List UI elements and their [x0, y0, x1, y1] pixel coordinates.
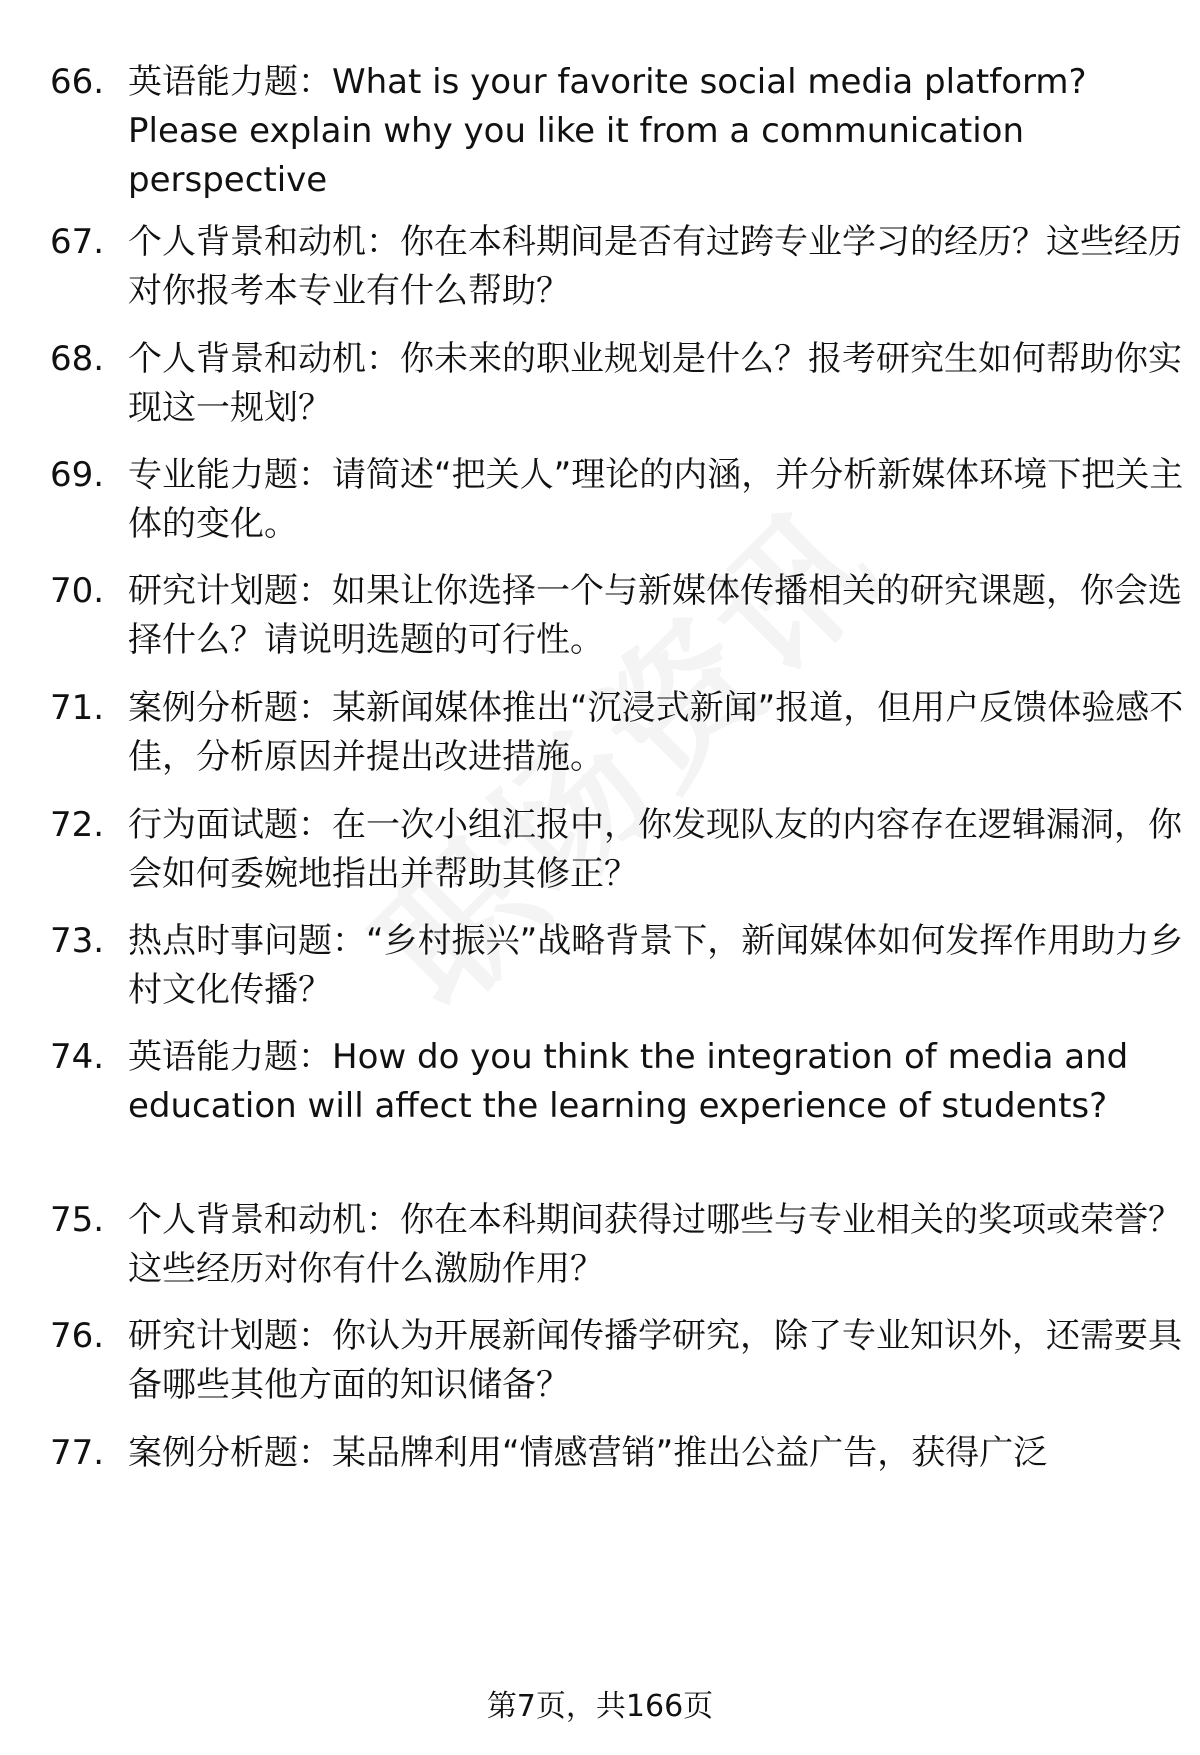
- question-number: 69.: [50, 455, 105, 495]
- question-text: 案例分析题：某品牌利用“情感营销”推出公益广告，获得广泛: [128, 1433, 1048, 1473]
- question-number: 73.: [50, 921, 105, 961]
- question-number: 74.: [50, 1037, 105, 1077]
- question-number: 66.: [50, 62, 105, 102]
- question-text: 个人背景和动机：你在本科期间获得过哪些与专业相关的奖项或荣誉？这些经历对你有什么激励作用？: [128, 1200, 1182, 1289]
- question-text: 行为面试题：在一次小组汇报中，你发现队友的内容存在逻辑漏洞，你会如何委婉地指出并帮助其修正？: [128, 805, 1182, 894]
- question-number: 70.: [50, 571, 105, 611]
- question-number: 76.: [50, 1316, 105, 1356]
- question-number: 77.: [50, 1433, 105, 1473]
- question-text: 个人背景和动机：你在本科期间是否有过跨专业学习的经历？这些经历对你报考本专业有什么帮助？: [128, 222, 1182, 311]
- question-text: 研究计划题：你认为开展新闻传播学研究，除了专业知识外，还需要具备哪些其他方面的知识储备？: [128, 1316, 1182, 1405]
- question-text: 英语能力题：How do you think the integration of media and education will affect the learning experience of students?: [128, 1037, 1129, 1126]
- question-text: 个人背景和动机：你未来的职业规划是什么？报考研究生如何帮助你实现这一规划？: [128, 339, 1182, 428]
- question-text: 英语能力题：What is your favorite social media platform? Please explain why you like it from a communication perspective: [128, 62, 1087, 200]
- page-footer: 第7页，共166页: [486, 1689, 714, 1724]
- question-number: 72.: [50, 805, 105, 845]
- question-text: 热点时事问题：“乡村振兴”战略背景下，新闻媒体如何发挥作用助力乡村文化传播？: [128, 921, 1184, 1010]
- question-number: 68.: [50, 339, 105, 379]
- question-number: 71.: [50, 688, 105, 728]
- question-text: 专业能力题：请简述“把关人”理论的内涵，并分析新媒体环境下把关主体的变化。: [128, 455, 1184, 544]
- question-text: 研究计划题：如果让你选择一个与新媒体传播相关的研究课题，你会选择什么？请说明选题的可行性。: [128, 571, 1182, 660]
- question-number: 75.: [50, 1200, 105, 1240]
- question-number: 67.: [50, 222, 105, 262]
- question-text: 案例分析题：某新闻媒体推出“沉浸式新闻”报道，但用户反馈体验感不佳，分析原因并提出改进措施。: [128, 688, 1184, 777]
